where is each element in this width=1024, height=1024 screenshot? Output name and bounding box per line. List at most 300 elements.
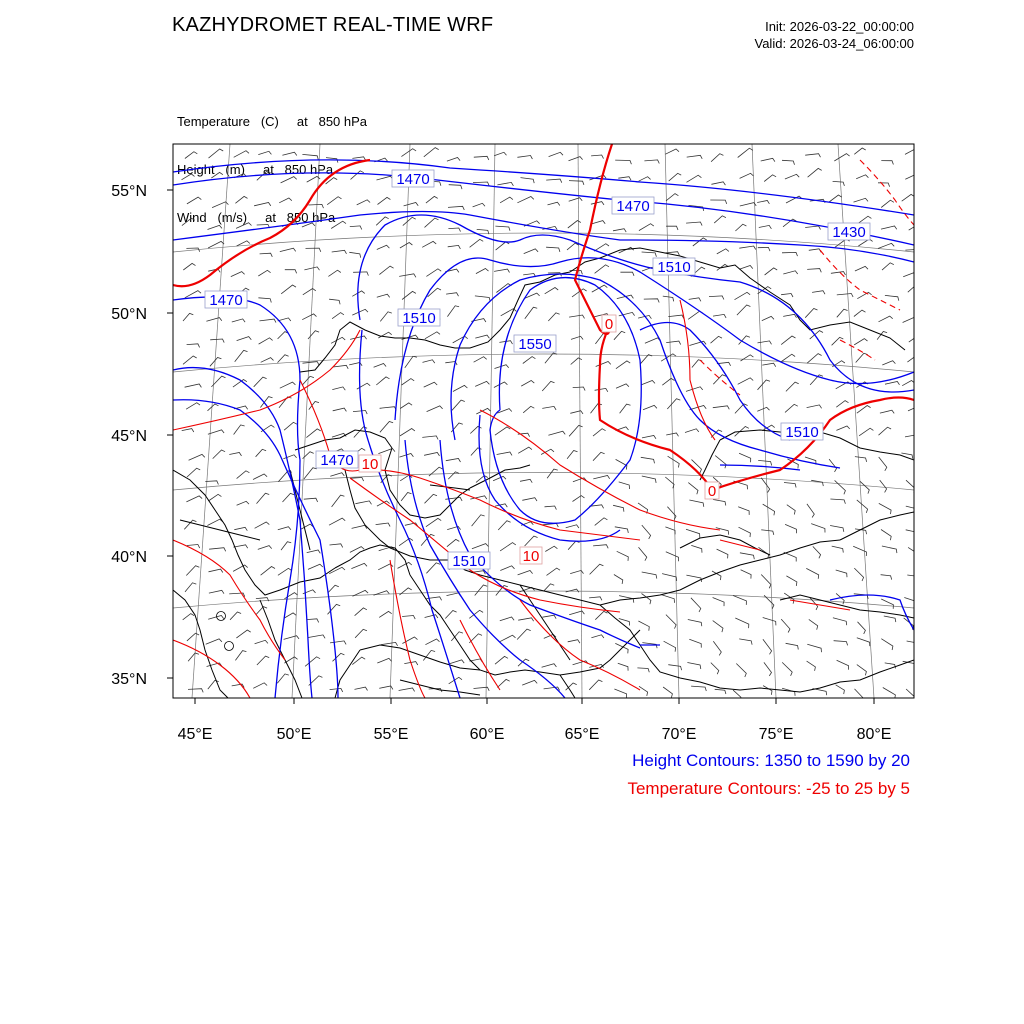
- wind-barb: [258, 546, 272, 550]
- wind-barb: [453, 385, 468, 391]
- wind-barb: [353, 272, 368, 276]
- wind-barb: [805, 154, 820, 158]
- wind-barb: [521, 178, 535, 184]
- wind-barb: [187, 344, 200, 348]
- wind-barb: [304, 468, 317, 479]
- wind-barb: [548, 202, 560, 205]
- wind-barb: [257, 656, 269, 665]
- wind-barb: [570, 411, 583, 414]
- wind-barb: [257, 493, 270, 503]
- wind-barb: [380, 312, 392, 322]
- wind-barb: [426, 269, 441, 277]
- lakes: [217, 612, 234, 651]
- wind-barb: [834, 154, 849, 161]
- svg-text:0: 0: [707, 483, 717, 500]
- wind-barb: [206, 318, 221, 322]
- wind-barb: [711, 336, 723, 343]
- wind-barb: [352, 291, 365, 296]
- wind-barb: [545, 288, 559, 294]
- wind-barb: [236, 223, 251, 229]
- wind-barb: [542, 664, 557, 668]
- wind-barb: [208, 616, 224, 620]
- lon-label-60: 60°E: [469, 726, 505, 743]
- wind-barb: [668, 315, 684, 319]
- wind-barb: [402, 616, 415, 620]
- wind-barb: [882, 546, 897, 553]
- wind-barb: [761, 575, 771, 589]
- wind-barb: [357, 200, 370, 205]
- wind-barb: [517, 197, 533, 203]
- lon-label-70: 70°E: [661, 726, 697, 743]
- field-height: Height (m) at 850 hPa: [177, 162, 334, 177]
- wind-barb: [472, 544, 489, 549]
- wind-barb: [571, 358, 582, 365]
- wind-barb: [427, 406, 443, 412]
- wind-barb: [882, 361, 895, 365]
- svg-text:1510: 1510: [657, 259, 691, 276]
- wind-barb: [686, 387, 703, 392]
- wind-barb: [786, 576, 797, 586]
- wind-barb: [667, 399, 680, 409]
- wind-barb: [374, 364, 387, 368]
- wind-barb: [402, 379, 415, 385]
- wind-barb: [186, 566, 199, 576]
- wind-barb: [807, 269, 821, 273]
- wind-barb: [854, 568, 863, 581]
- wind-barb: [523, 357, 536, 364]
- wind-barb: [642, 594, 651, 605]
- wind-barb: [211, 172, 223, 178]
- wind-barb: [522, 498, 537, 501]
- wind-barb: [879, 316, 893, 322]
- wind-barb: [544, 584, 555, 592]
- wind-barb: [446, 459, 461, 463]
- wind-barb: [235, 196, 247, 203]
- wind-barb: [589, 597, 602, 601]
- wind-barb: [830, 499, 845, 504]
- wind-barb: [258, 270, 270, 276]
- wind-barb: [782, 354, 796, 361]
- wind-barb: [308, 331, 319, 339]
- wind-barb: [284, 613, 296, 618]
- wind-barb: [570, 570, 583, 573]
- wind-barb: [811, 480, 823, 486]
- wind-barb: [474, 357, 487, 363]
- wind-barb: [666, 341, 681, 345]
- wind-barb: [738, 148, 753, 157]
- wind-barb: [281, 542, 291, 550]
- wind-barb: [758, 341, 772, 344]
- init-time: Init: 2026-03-22_00:00:00: [765, 19, 914, 34]
- wind-barb: [662, 574, 677, 581]
- wind-barb: [210, 339, 224, 343]
- wind-barb: [569, 198, 583, 202]
- wind-barb: [716, 528, 729, 535]
- wind-barb: [349, 252, 360, 257]
- wind-barb: [903, 317, 919, 323]
- wind-barb: [787, 505, 795, 515]
- wind-barb: [567, 451, 577, 459]
- wind-barb: [855, 457, 867, 462]
- wind-barb: [614, 575, 623, 584]
- wind-barb: [302, 314, 316, 320]
- wind-barb: [568, 640, 580, 643]
- temp-label: [705, 482, 719, 500]
- wind-barb: [497, 182, 513, 185]
- wind-barb: [665, 527, 675, 535]
- wind-barb: [616, 361, 630, 369]
- wind-barb: [425, 332, 440, 339]
- wind-barb: [542, 381, 554, 391]
- wind-barb: [182, 429, 194, 432]
- wind-barb: [328, 270, 340, 276]
- wind-barb: [642, 572, 657, 579]
- wind-barb: [686, 222, 702, 226]
- wind-barb: [813, 546, 821, 558]
- wind-barb: [183, 263, 195, 270]
- wind-barb: [283, 493, 295, 502]
- height-legend: Height Contours: 1350 to 1590 by 20: [632, 751, 910, 770]
- wind-barb: [761, 530, 774, 535]
- wind-barb: [909, 336, 921, 342]
- wind-barb: [595, 388, 608, 391]
- wind-barb: [277, 674, 289, 683]
- wind-barb: [451, 632, 463, 641]
- wind-barb: [186, 403, 200, 410]
- wind-barb: [781, 619, 790, 632]
- wind-barb: [904, 598, 917, 606]
- wind-barb: [807, 405, 822, 408]
- wind-barb: [470, 239, 484, 247]
- wind-barb: [330, 688, 343, 692]
- wind-barb: [666, 194, 678, 201]
- wind-barb: [207, 519, 222, 525]
- svg-text:1470: 1470: [320, 452, 354, 469]
- wind-barb: [448, 228, 460, 232]
- wind-barb: [781, 336, 795, 345]
- height-label: [392, 170, 434, 188]
- wind-barb: [812, 291, 825, 295]
- wind-barb: [857, 500, 868, 513]
- wind-barb: [352, 309, 368, 315]
- wind-barb: [859, 216, 872, 223]
- wind-barb: [829, 195, 842, 202]
- wind-barb: [905, 435, 919, 438]
- wind-barb: [809, 619, 818, 629]
- wind-barb: [711, 154, 723, 162]
- wind-barb: [494, 382, 508, 388]
- wind-barb: [710, 200, 726, 204]
- wind-barb: [253, 683, 267, 689]
- wind-barb: [759, 225, 772, 228]
- svg-text:1430: 1430: [832, 224, 866, 241]
- wind-barb: [500, 635, 516, 642]
- wind-barb: [187, 633, 199, 641]
- wind-barb: [518, 447, 532, 453]
- wind-barb: [613, 229, 626, 232]
- height-label: [612, 197, 654, 215]
- wind-barb: [663, 296, 674, 301]
- wind-barb: [357, 383, 370, 389]
- wind-barb: [236, 630, 250, 638]
- wind-barb: [689, 500, 703, 507]
- wind-barb: [713, 500, 726, 506]
- wind-barb: [807, 661, 816, 671]
- wind-barb: [376, 523, 391, 527]
- wind-barb: [546, 179, 562, 183]
- wind-barb: [808, 168, 822, 177]
- wind-barb: [209, 149, 224, 158]
- wind-barb: [304, 267, 319, 270]
- wind-barb: [573, 387, 585, 391]
- wind-barb: [542, 615, 556, 619]
- wind-barb: [740, 173, 754, 178]
- svg-text:1470: 1470: [396, 171, 430, 188]
- wind-barb: [307, 550, 321, 553]
- wind-barb: [858, 622, 866, 634]
- wind-barb: [380, 407, 397, 411]
- wind-barb: [715, 689, 726, 694]
- wind-barb: [641, 457, 655, 463]
- wind-barb: [254, 377, 267, 387]
- lat-label-55: 55°N: [111, 183, 147, 200]
- wind-barb: [285, 270, 297, 274]
- wind-barb: [549, 152, 563, 156]
- wind-barb: [281, 285, 296, 294]
- wind-barb: [691, 545, 702, 552]
- height-label: [653, 258, 695, 276]
- wind-barb: [449, 185, 462, 189]
- wind-barb: [881, 599, 893, 609]
- svg-text:1510: 1510: [785, 424, 819, 441]
- wind-barb: [305, 657, 320, 667]
- wind-barb: [834, 641, 848, 646]
- wind-barb: [188, 653, 199, 661]
- wind-barb: [739, 266, 753, 270]
- wind-barb: [805, 226, 820, 230]
- wind-barb: [278, 355, 289, 363]
- wind-barb: [404, 203, 419, 206]
- lon-label-55: 55°E: [373, 726, 409, 743]
- wind-barb: [328, 585, 339, 592]
- wind-barb: [399, 274, 416, 278]
- wind-barb: [331, 337, 345, 343]
- wind-barb: [331, 221, 346, 228]
- wind-barb: [854, 310, 866, 316]
- wind-barb: [452, 400, 465, 410]
- wind-barb: [566, 589, 579, 592]
- wind-barb: [857, 665, 867, 676]
- wind-barb: [518, 618, 533, 621]
- wind-barb: [308, 564, 323, 569]
- svg-text:1550: 1550: [518, 336, 552, 353]
- wind-barb: [332, 495, 345, 507]
- wind-barb: [590, 564, 604, 574]
- wind-barb: [741, 355, 754, 361]
- wind-barb: [661, 354, 676, 361]
- field-temperature: Temperature (C) at 850 hPa: [177, 114, 368, 129]
- wind-barb: [255, 522, 270, 528]
- wind-barb: [401, 149, 416, 157]
- wind-barb: [188, 689, 203, 693]
- wind-barb: [379, 686, 393, 689]
- wind-barb: [426, 196, 438, 203]
- wind-barb: [857, 292, 871, 298]
- wind-barb: [735, 292, 751, 299]
- wind-barb: [352, 525, 367, 528]
- wind-barb: [182, 218, 195, 225]
- wind-barb: [713, 598, 725, 607]
- wind-barb: [333, 653, 345, 661]
- wind-barb: [545, 506, 557, 510]
- wind-barb: [547, 469, 558, 478]
- wind-barb: [494, 152, 506, 156]
- wind-barb: [261, 358, 274, 363]
- wind-barb: [614, 331, 625, 340]
- wind-barb: [717, 249, 729, 254]
- lon-label-65: 65°E: [564, 726, 600, 743]
- wind-barb: [278, 527, 291, 530]
- wind-barb: [688, 483, 698, 495]
- wind-barb: [500, 566, 514, 571]
- wind-barb: [353, 411, 367, 415]
- wind-barb: [711, 663, 719, 675]
- wind-barb: [739, 527, 751, 537]
- wind-barb: [589, 680, 602, 690]
- wind-barb: [593, 452, 605, 460]
- wind-barb: [641, 381, 655, 385]
- wind-barb: [525, 307, 537, 319]
- wind-barb: [881, 161, 893, 165]
- wind-barb: [711, 182, 725, 185]
- wind-barb: [350, 226, 362, 230]
- field-wind: Wind (m/s) at 850 hPa: [177, 210, 336, 225]
- wind-barb: [709, 296, 724, 300]
- wind-barb: [399, 588, 411, 595]
- wind-barb: [405, 356, 417, 368]
- wind-barb: [185, 583, 196, 592]
- wind-barb: [639, 224, 654, 231]
- wind-barb: [713, 406, 730, 410]
- wind-barb: [475, 381, 489, 386]
- height-label: [448, 552, 490, 570]
- wind-barb: [833, 181, 845, 186]
- wind-barb: [713, 641, 721, 655]
- wind-barb: [642, 252, 657, 257]
- wind-barb: [784, 552, 797, 561]
- wind-barb: [854, 339, 867, 345]
- wind-barb: [306, 429, 320, 438]
- lon-label-50: 50°E: [276, 726, 312, 743]
- wind-barb: [280, 382, 296, 388]
- wind-barb: [837, 660, 849, 670]
- wind-barb: [591, 635, 604, 638]
- wind-barb: [308, 635, 325, 638]
- wind-barb: [566, 525, 579, 528]
- height-label: [781, 423, 823, 441]
- wind-barb: [908, 283, 923, 293]
- wind-barb: [278, 332, 289, 339]
- wind-barb: [256, 449, 267, 457]
- wind-barb: [333, 365, 348, 369]
- wind-barb: [909, 225, 922, 231]
- wind-barb: [907, 641, 919, 647]
- wind-barb: [258, 151, 271, 154]
- wind-barb: [302, 154, 318, 159]
- wind-barb: [426, 563, 440, 574]
- wind-barb: [762, 363, 775, 367]
- wind-barb: [735, 618, 749, 628]
- wind-barb: [885, 382, 900, 385]
- wind-barb: [500, 543, 516, 551]
- wind-barb: [594, 244, 609, 252]
- wind-barb: [619, 482, 630, 489]
- wind-barb: [883, 688, 896, 699]
- wind-barb: [401, 493, 411, 501]
- wind-barb: [906, 506, 918, 513]
- wind-barb: [637, 668, 649, 672]
- wind-barb: [758, 380, 771, 390]
- wind-barb: [500, 197, 513, 203]
- wind-barb: [545, 353, 557, 363]
- wind-barb: [882, 263, 894, 270]
- svg-text:10: 10: [522, 548, 540, 565]
- wind-barb: [497, 452, 512, 455]
- wind-barb: [307, 619, 319, 623]
- wind-barb: [284, 636, 299, 640]
- wind-barb: [377, 294, 390, 297]
- wind-barb: [782, 688, 795, 696]
- wind-barb: [592, 221, 605, 224]
- wind-barb: [782, 662, 792, 675]
- wind-barb: [638, 621, 649, 631]
- wind-barb: [258, 298, 271, 303]
- wind-barb: [205, 481, 218, 485]
- wind-barb: [379, 266, 393, 274]
- wind-barb: [423, 650, 435, 660]
- temp-label: [520, 547, 542, 565]
- wind-barb: [806, 568, 818, 578]
- wind-barb: [642, 436, 656, 439]
- wind-barb: [498, 521, 510, 530]
- wind-barb: [833, 618, 847, 625]
- wind-barb: [400, 403, 412, 409]
- wind-barb: [355, 629, 367, 638]
- wind-barb: [857, 406, 871, 414]
- wind-barb: [614, 689, 626, 698]
- wind-barb: [737, 305, 751, 315]
- wind-barb: [761, 158, 775, 161]
- wind-barb: [571, 336, 583, 339]
- wind-barb: [399, 688, 415, 691]
- wind-barb: [687, 175, 702, 182]
- wind-barb: [685, 429, 699, 433]
- wind-barb: [280, 248, 296, 251]
- wind-barb: [765, 268, 778, 275]
- wind-barb: [260, 319, 277, 323]
- wind-barb: [616, 459, 627, 469]
- wind-barb: [355, 608, 367, 616]
- wind-barb: [569, 315, 584, 318]
- wind-barb: [739, 453, 751, 462]
- wind-barb: [279, 198, 292, 203]
- wind-barb: [377, 245, 390, 249]
- wind-barb: [573, 496, 585, 502]
- wind-barb: [686, 529, 700, 537]
- svg-text:1470: 1470: [209, 292, 243, 309]
- wind-barb: [303, 289, 316, 295]
- wind-barb: [781, 294, 793, 298]
